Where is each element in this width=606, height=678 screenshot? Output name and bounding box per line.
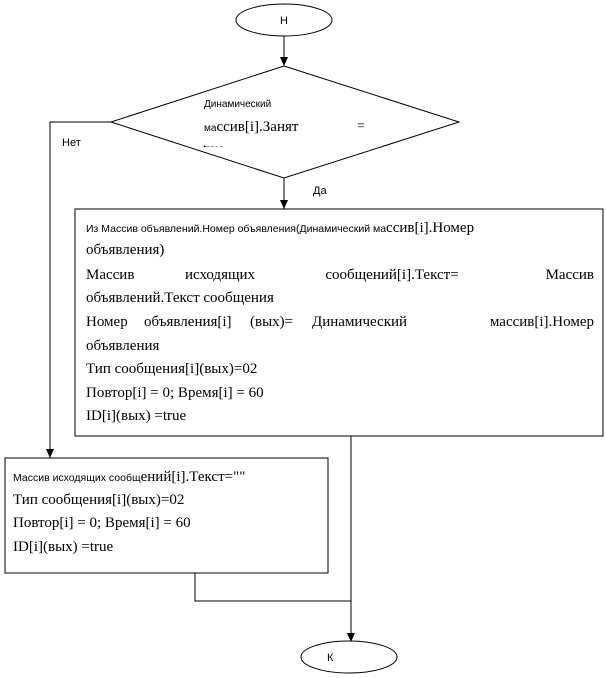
svg-text:Динамический: Динамический — [312, 314, 408, 330]
box-yes-line4: объявлений.Текст сообщения — [86, 290, 274, 306]
process-box-no — [5, 458, 328, 573]
box-yes-line7: Тип сообщения[i](вых)=02 — [86, 361, 258, 377]
box-no-line3: Повтор[i] = 0; Время[i] = 60 — [13, 515, 191, 531]
svg-text:Номер: Номер — [86, 314, 128, 330]
branch-yes-label: Да — [313, 185, 327, 197]
decision-diamond — [111, 66, 459, 178]
decision-line2: массив[i].Занят — [204, 119, 299, 135]
box-no-line1: Массив исходящих сообщений[i].Текст="" — [13, 469, 246, 485]
box-no-line2: Тип сообщения[i](вых)=02 — [13, 492, 185, 508]
decision-line1: Динамический — [204, 99, 272, 110]
end-terminator — [301, 641, 397, 673]
svg-text:объявления[i]: объявления[i] — [144, 314, 232, 330]
branch-no-label: Нет — [62, 137, 81, 149]
process-box-yes — [75, 209, 603, 436]
connector-no-to-merge — [195, 573, 351, 601]
svg-text:сообщений[i].Текст=: сообщений[i].Текст= — [325, 267, 459, 283]
end-label: К — [327, 652, 334, 664]
box-yes-line2: объявления) — [86, 242, 165, 258]
start-terminator — [236, 4, 332, 36]
decision-eq: = — [357, 119, 365, 134]
svg-text:Массив: Массив — [545, 267, 594, 283]
box-yes-line9: ID[i](вых) =true — [86, 408, 187, 424]
box-no-line4: ID[i](вых) =true — [13, 539, 114, 555]
svg-text:(вых)=: (вых)= — [250, 314, 294, 330]
svg-text:исходящих: исходящих — [184, 267, 256, 283]
svg-text:массив[i].Номер: массив[i].Номер — [489, 314, 594, 330]
box-yes-line8: Повтор[i] = 0; Время[i] = 60 — [86, 385, 264, 401]
svg-text:Массив: Массив — [86, 267, 135, 283]
box-yes-line6: объявления — [86, 338, 160, 354]
start-label: Н — [280, 15, 288, 27]
box-yes-line5 — [86, 314, 594, 330]
box-yes-line1: Из Массив объявлений.Номер объявления(Динамический массив[i].Номер — [86, 220, 475, 236]
